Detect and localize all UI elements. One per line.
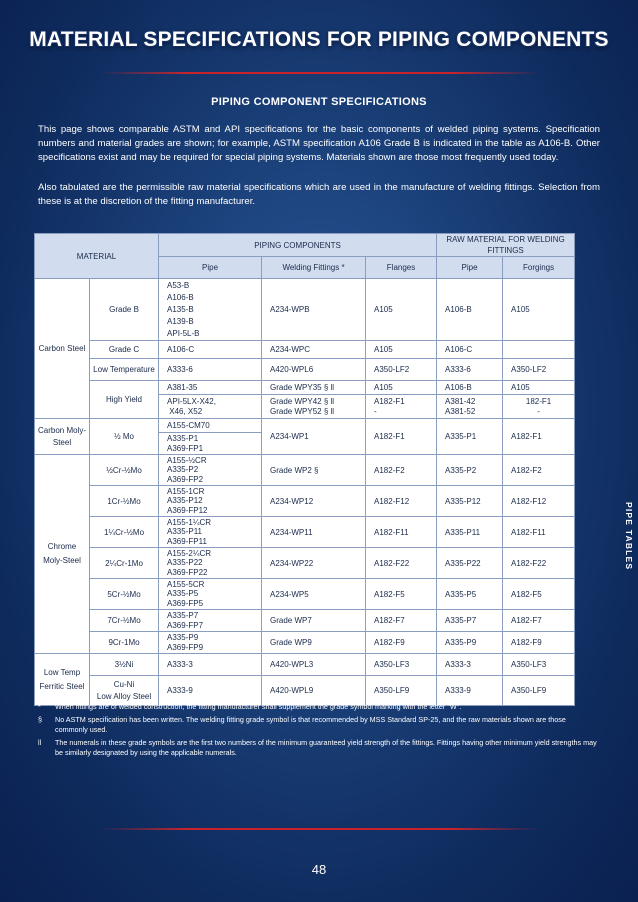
footnote [38,702,598,712]
cell-raw-pipe: A335-P7 [437,610,503,632]
cell-raw-pipe: A335-P12 [437,486,503,517]
cell-welding-fitting: Grade WPY35 § ll [262,381,366,395]
cell-raw-pipe: A106-B [437,381,503,395]
cell-raw-pipe: A106-C [437,341,503,359]
cell-welding-fitting: Grade WP9 [262,632,366,654]
top-divider [100,72,540,74]
cell-raw-forging: A182-F22 [503,548,575,579]
page-title: MATERIAL SPECIFICATIONS FOR PIPING COMPONENTS [29,28,609,51]
cell-flange: A105 [366,381,437,395]
header-piping-components: PIPING COMPONENTS [159,234,437,257]
cell-pipe: A381-35 [159,381,262,395]
cell-welding-fitting: A420-WPL3 [262,654,366,676]
cell-pipe: A106-C [159,341,262,359]
cell-raw-forging: A105 [503,381,575,395]
cell-flange: A350-LF9 [366,676,437,706]
header-welding-fittings: Welding Fittings * [262,257,366,279]
cell-raw-pipe: A335-P5 [437,579,503,610]
cell-flange: A350-LF3 [366,654,437,676]
cell-raw-forging: A182-F2 [503,455,575,486]
cell-pipe: A155-2¼CR A335-P22 A369-FP22 [159,548,262,579]
cell-welding-fitting: Grade WPY42 § ll Grade WPY52 § ll [262,395,366,419]
row-label: Grade B [90,279,159,341]
cell-flange: A182-F22 [366,548,437,579]
cell-welding-fitting: A234-WP11 [262,517,366,548]
row-label: 9Cr-1Mo [90,632,159,654]
cell-welding-fitting: A234-WP1 [262,419,366,455]
cell-raw-forging: 182-F1 - [503,395,575,419]
cell-raw-forging: A350-LF3 [503,654,575,676]
cell-flange: A182-F1 - [366,395,437,419]
cell-flange: A182-F7 [366,610,437,632]
cell-welding-fitting: A234-WP5 [262,579,366,610]
cell-raw-pipe: A335-P2 [437,455,503,486]
cell-welding-fitting: A420-WPL9 [262,676,366,706]
row-label: 1Cr-½Mo [90,486,159,517]
group-carbon-moly-steel: Carbon Moly-Steel [35,419,90,455]
cell-flange: A105 [366,341,437,359]
footnote [38,738,598,758]
cell-raw-pipe: A333-3 [437,654,503,676]
cell-flange: A350-LF2 [366,359,437,381]
cell-pipe: A155-CM70 [159,419,262,433]
cell-pipe: API-5LX-X42, X46, X52 [159,395,262,419]
intro-paragraph-1: This page shows comparable ASTM and API specifications for the basic components of welded piping systems. Specification numbers and material grades are shown; for example, ASTM specification A106 Grade B is indicated in the table as A106-B. Other specifications exist and may be required for special piping systems. Materials shown are those most frequently used today. [38,124,600,163]
row-label: Low Temperature [90,359,159,381]
cell-pipe: A53-B A106-B A135-B A139-B API-5L-B [159,279,262,341]
header-flanges: Flanges [366,257,437,279]
section-subtitle: PIPING COMPONENT SPECIFICATIONS [211,96,427,108]
bottom-divider [100,828,540,830]
cell-pipe: A155-1CR A335-P12 A369-FP12 [159,486,262,517]
side-tab-label: PIPE TABLES [624,501,634,571]
intro-paragraph-2: Also tabulated are the permissible raw material specifications which are used in the manufacture of welding fittings. Selection from these is at the discretion of the fitting manufacturer. [38,182,600,207]
footnote-text: The numerals in these grade symbols are the first two numbers of the minimum guaranteed yield strength of the fittings. Fittings having other minimum yield strengths may be similarly designated by using the applicable numerals. [55,738,597,757]
header-raw-forgings: Forgings [503,257,575,279]
cell-raw-forging: A182-F5 [503,579,575,610]
cell-raw-forging: A105 [503,279,575,341]
cell-raw-forging: A182-F11 [503,517,575,548]
row-label: 5Cr-½Mo [90,579,159,610]
cell-pipe: A333-9 [159,676,262,706]
footnote-text: No ASTM specification has been written. The welding fitting grade symbol is that recommended by MSS Standard SP-25, and the raw materials shown are those commonly used. [55,715,566,734]
cell-pipe: A333-6 [159,359,262,381]
piping-spec-table [34,233,575,706]
cell-raw-forging: A182-F7 [503,610,575,632]
cell-raw-pipe: A335-P22 [437,548,503,579]
cell-pipe: A333-3 [159,654,262,676]
cell-welding-fitting: A234-WP22 [262,548,366,579]
footnote-text: When fittings are of welded construction, the fitting manufacturer shall supplement the grade symbol marking with the letter "W". [55,702,462,711]
cell-flange: A182-F1 [366,419,437,455]
cell-raw-pipe: A381-42 A381-52 [437,395,503,419]
cell-raw-forging: A350-LF9 [503,676,575,706]
row-label: 2¼Cr-1Mo [90,548,159,579]
cell-raw-pipe: A335-P1 [437,419,503,455]
cell-pipe: A155-½CR A335-P2 A369-FP2 [159,455,262,486]
cell-welding-fitting: A420-WPL6 [262,359,366,381]
cell-flange: A182-F11 [366,517,437,548]
cell-raw-pipe: A333-6 [437,359,503,381]
cell-raw-forging: A182-F12 [503,486,575,517]
cell-pipe: A335-P9 A369-FP9 [159,632,262,654]
cell-pipe: A335-P7 A369-FP7 [159,610,262,632]
footnote [38,715,598,735]
footnote-symbol: * [38,702,41,711]
row-label: 3½Ni [90,654,159,676]
cell-welding-fitting: A234-WP12 [262,486,366,517]
row-label: Grade C [90,341,159,359]
page-number: 48 [311,862,327,877]
footnotes [38,702,598,761]
cell-flange: A182-F12 [366,486,437,517]
group-chrome-moly-steel: Chrome Moly-Steel [35,455,90,654]
header-raw-material: RAW MATERIAL FOR WELDING FITTINGS [437,234,575,257]
header-raw-pipe: Pipe [437,257,503,279]
row-label: ½Cr-½Mo [90,455,159,486]
cell-pipe: A335-P1 A369-FP1 [159,433,262,455]
cell-pipe: A155-5CR A335-P5 A369-FP5 [159,579,262,610]
cell-raw-pipe: A335-P11 [437,517,503,548]
cell-raw-forging: A182-F1 [503,419,575,455]
row-label: 7Cr-½Mo [90,610,159,632]
cell-raw-pipe: A335-P9 [437,632,503,654]
footnote-symbol: § [38,715,42,724]
cell-raw-forging: A182-F9 [503,632,575,654]
cell-flange: A182-F5 [366,579,437,610]
cell-raw-forging [503,341,575,359]
cell-flange: A182-F9 [366,632,437,654]
row-label: 1¼Cr-½Mo [90,517,159,548]
header-pipe: Pipe [159,257,262,279]
cell-welding-fitting: A234-WPC [262,341,366,359]
row-label: High Yield [90,381,159,419]
cell-welding-fitting: Grade WP7 [262,610,366,632]
cell-welding-fitting: Grade WP2 § [262,455,366,486]
cell-raw-pipe: A333-9 [437,676,503,706]
row-label: ½ Mo [90,419,159,455]
group-low-temp-ferritic-steel: Low Temp Ferritic Steel [35,654,90,706]
group-carbon-steel: Carbon Steel [35,279,90,419]
cell-raw-forging: A350-LF2 [503,359,575,381]
cell-welding-fitting: A234-WPB [262,279,366,341]
header-material: MATERIAL [35,234,159,279]
cell-raw-pipe: A106-B [437,279,503,341]
footnote-symbol: ll [38,738,42,747]
cell-pipe: A155-1¼CR A335-P11 A369-FP11 [159,517,262,548]
cell-flange: A182-F2 [366,455,437,486]
row-label: Cu-Ni Low Alloy Steel [90,676,159,706]
cell-flange: A105 [366,279,437,341]
